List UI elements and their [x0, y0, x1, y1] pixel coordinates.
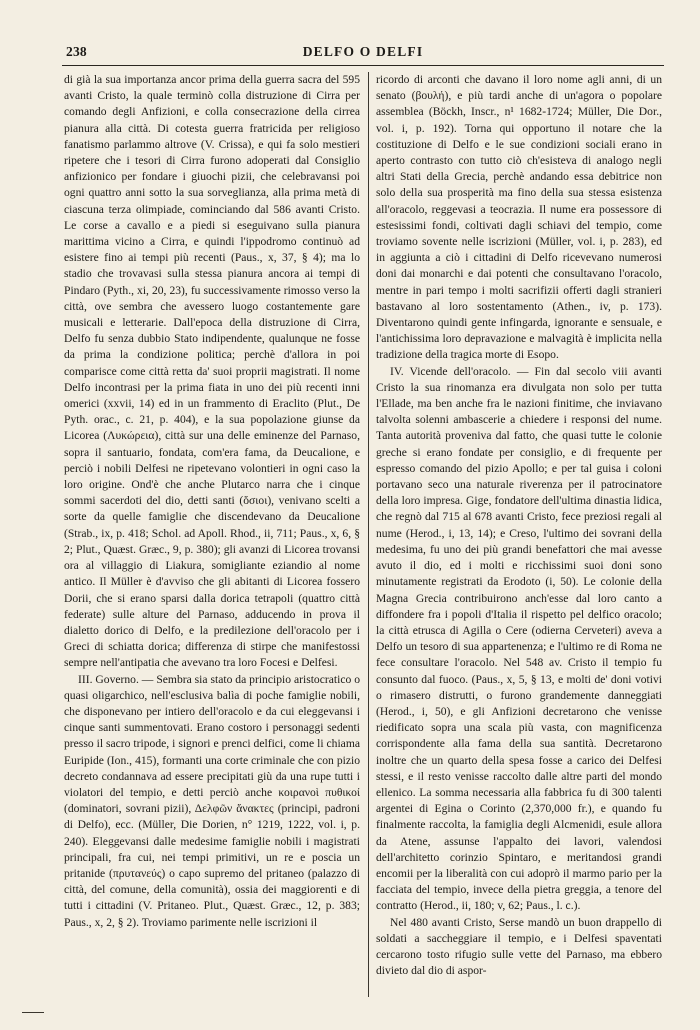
paragraph: ricordo di arconti che davano il loro nome agli anni, di un senato (βουλή), e più tardi anche di un'agora o popolare assemblea (Böckh, Inscr., n¹ 1682-1724; Müller, Die Dor., vol. i, p. 192). Torna qui opportuno il notare che la costituzione di Delfo e le sue condizioni sociali erano in aperto contrasto con tutto ciò ch'esisteva di analogo negli altri Stati della Grecia, perchè andando essa debitrice non solo della sua prosperità ma fino della sua stessa esistenza all'oracolo, reggevasi a teocrazia. Il nume era possessore di estesissimi fondi, coltivati dagli schiavi del tempio, come troviamo sovente nelle iscrizioni (Müller, vol. i, p. 283), ed in aggiunta a ciò i cittadini di Delfo ricevevano numerosi doni dai monarchi e dai potenti che consultavano l'oracolo, mentre in pari tempo i molti sacrifizii offerti dagli stranieri bastavano al loro sostentamento (Athen., iv, p. 173). Diventarono quindi gente infingarda, ignorante e sensuale, e l'antichissima loro depravazione e malvagità è implicita nella tradizione della tragica morte di Esopo.	[376, 73, 662, 362]
column-divider	[368, 72, 369, 997]
running-title: DELFO O DELFI	[302, 44, 424, 59]
text-columns	[64, 72, 662, 997]
page-number: 238	[66, 44, 87, 59]
paragraph-section-governo: III. Governo. — Sembra sia stato da principio aristocratico o quasi oligarchico, nell'esclusiva balìa di poche famiglie nobili, che disponevano per intiero dell'oracolo e da cui eleggevansi i cinque santi summentovati. Erano costoro i personaggi sedenti presso il sacro tripode, i signori e prenci delfici, come li chiama Euripide (Ion., 415), formanti una corte criminale che con pizio decreto condannava ad essere precipitati giù da una rupe tutti i violatori del tempio, e detti perciò anche κοιρανοὶ πυθικοί (dominatori, sovrani pizii), Δελφῶν ἄνακτες (principi, padroni di Delfo), ecc. (Müller, Die Dorien, n° 1219, 1222, vol. i, p. 240). Eleggevansi dalle medesime famiglie nobili i magistrati principali, fra cui, nei tempi primitivi, un re e poscia un pritanide (πρυτανεύς) o capo supremo del pritaneo (palazzo di città, del comune, della comunità), ossia dei maggiorenti e di tutti i cittadini (V. Pritaneo. Plut., Quæst. Græc., 12, p. 383; Paus., x, 2, § 2). Troviamo parimente nelle iscrizioni il	[64, 672, 360, 929]
paragraph: di già la sua importanza ancor prima della guerra sacra del 595 avanti Cristo, la quale terminò colla distruzione di Cirra per comando degli Anfizioni, e colla consecrazione della cirrea pianura alla città. Di cotesta guerra fratricida per religioso fanatismo parlammo altrove (V. Crissa), e qui fa solo mestieri ripetere che i tesori di Cirra furono adoperati dal Consiglio anfizionico per fondare i giuochi pizii, che celebravansi poi ogni quattro anni sotto la sua sorveglianza, alla prima metà di ciascuna terza olimpiade, cominciando dal 586 avanti Cristo. Le corse a cavallo e a piedi si eseguivano sulla pianura marittima vicino a Cirra, e quindi l'ippodromo continuò ad esistere fino ai tempi più recenti (Paus., x, 37, § 4); ma lo stadio che trovavasi sulla stessa pianura ancora ai tempi di Pindaro (Pyth., xi, 20, 23), fu successivamente rimosso verso la città, ove sembra che avessero luogo costantemente gare musicali e letterarie. Dall'epoca della distruzione di Cirra, Delfo fu senza dubbio Stato indipendente, qualunque ne fosse da prima la condizione politica; perchè d'allora in poi comparisce come città retta da' suoi proprii magistrati. Il nome Delfo incontrasi per la prima fiata in uno dei più recenti inni omerici (xxvii, 14) ed in un frammento di Eraclito (Plut., De Pyth. orac., c. 21, p. 404), e la sua popolazione giunse da Licorea (Λυκώρεια), città sur una delle eminenze del Parnaso, sopra il santuario, fondata, com'era fama, da Deucalione, e perciò i nobili Delfesi ne ripetevano volontieri in ogni caso la loro origine. Ond'è che anche Plutarco narra che i cinque sommi sacerdoti del dio, detti santi (ὅσιοι), venivano scelti a sorte da quelle famiglie che discendevano da Deucalione (Strab., ix, p. 418; Schol. ad Apoll. Rhod., ii, 711; Paus., x, 6, § 2; Plut., Quæst. Græc., 9, p. 380); gli avanzi di Licorea trovansi ora al villaggio di Liakura, somigliante eziandio al nome antico. Il Müller è d'avviso che gli abitanti di Licorea fossero Dorii, che si erano sparsi dalla dorica tetrapoli (quattro città federate) sulle alture del Parnaso, adducendo in prova il dialetto dorico di Delfo, e la predilezione dell'oracolo per i Greci di schiatta dorica; differenza di stirpe che manifestossi sempre nell'antipatia che avevano tra loro Focesi e Delfesi.	[64, 73, 360, 670]
right-column	[376, 72, 662, 997]
left-column	[64, 72, 360, 997]
paragraph-section-vicende: IV. Vicende dell'oracolo. — Fin dal secolo viii avanti Cristo la sua rinomanza era divulgata non solo per tutta l'Ellade, ma ben anche fra le nazioni finitime, che inviavano talvolta solenni ambascerie a chiedere i responsi del nume. Tanta autorità proveniva dal fatto, che quasi tutte le colonie greche si erano fondate per consiglio, e di frequente per espresso comando del pizio Apollo; e per tal guisa i coloni portavano seco una naturale riverenza per il patrocinatore della loro impresa. Gige, fondatore dell'ultima dinastia lidica, che regnò dal 715 al 678 avanti Cristo, fece preziosi regali al nume (Herod., i, 13, 14); e Creso, l'ultimo dei sovrani della medesima, fu uno dei più grandi benefattori che mai avesse avuto il dio, ed i molti e ricchissimi suoi doni sono minutamente registrati da Erodoto (i, 50). Le colonie della Magna Grecia contribuirono anch'esse dal loro canto a diffondere fra i popoli d'Italia il rispetto pel delfico oracolo; la città etrusca di Agilla o Cere (odierna Cerveteri) aveva a Delfo un tesoro di sua appartenenza; e l'ultimo re di Roma ne fece consultare l'oracolo. Nel 548 av. Cristo il tempio fu consunto dal fuoco. (Paus., x, 5, § 13, e molti de' doni votivi o rimasero distrutti, o furono grandemente danneggiati (Herod., i, 50), e gli Anfizioni decretarono che venisse riedificato sopra una scala più vasta, con magnificenza corrispondente alla fama della sua santità. Decretarono inoltre che un quarto della spesa fosse a carico dei Delfesi stessi, e il resto venisse raccolto dalle altre parti del mondo ellenico. La somma necessaria alla fabbrica fu di 300 talenti argentei di Egina o Corinto (2,370,000 fr.), e quando fu finalmente raccolta, la famiglia degli Alcmenidi, esule allora da Atene, assunse l'appalto dei lavori, valendosi dell'architetto corinzio Spintaro, e meritandosi grandi encomii per la liberalità con cui adoprò il marmo pario per la facciata del tempio, invece della pietra greggia, a tenore del contratto (Herod., ii, 180; v, 62; Paus., l. c.).	[376, 364, 662, 913]
corner-mark	[22, 1012, 44, 1013]
paragraph: Nel 480 avanti Cristo, Serse mandò un buon drappello di soldati a saccheggiare il tempio, e i Delfesi spaventati cercarono tosto rifugio sulle vette del Parnaso, ma ebbero divieto dal dio di aspor-	[376, 915, 662, 978]
page-header	[66, 44, 660, 66]
header-rule	[62, 65, 664, 66]
